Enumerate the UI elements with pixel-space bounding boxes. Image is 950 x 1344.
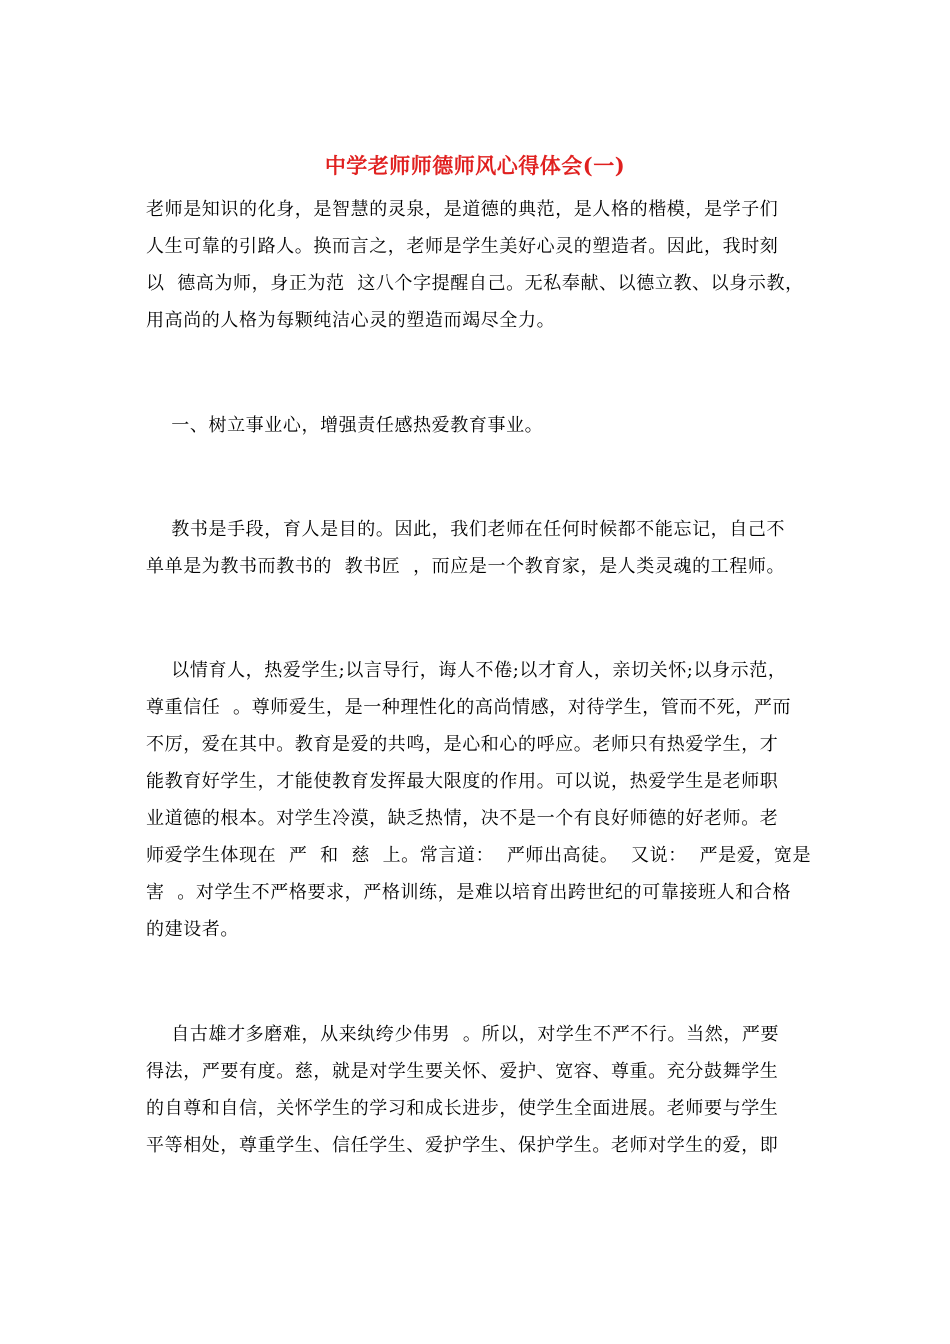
paragraph-line: 以情育人，热爱学生;以言导行，诲人不倦;以才育人，亲切关怀;以身示范， (146, 660, 787, 681)
paragraph-line: 自古雄才多磨难，从来纨绔少伟男 。所以，对学生不严不行。当然，严要 (146, 1024, 780, 1045)
paragraph-line: 不厉，爱在其中。教育是爱的共鸣，是心和心的呼应。老师只有热爱学生，才 (146, 734, 779, 755)
paragraph-line: 能教育好学生，才能使教育发挥最大限度的作用。可以说，热爱学生是老师职 (146, 771, 779, 792)
paragraph-line: 尊重信任 。尊师爱生，是一种理性化的高尚情感，对待学生，管而不死，严而 (146, 697, 792, 718)
section-heading: 一、树立事业心，增强责任感热爱教育事业。 (146, 415, 544, 436)
paragraph-line: 平等相处，尊重学生、信任学生、爱护学生、保护学生。老师对学生的爱，即 (146, 1135, 779, 1156)
paragraph-line: 用高尚的人格为每颗纯洁心灵的塑造而竭尽全力。 (146, 310, 556, 331)
paragraph-line: 得法，严要有度。慈，就是对学生要关怀、爱护、宽容、尊重。充分鼓舞学生 (146, 1061, 779, 1082)
paragraph-line: 以 德高为师，身正为范 这八个字提醒自己。无私奉献、以德立教、以身示教， (146, 273, 804, 294)
paragraph-line: 的建设者。 (146, 919, 239, 940)
paragraph-line: 老师是知识的化身，是智慧的灵泉，是道德的典范，是人格的楷模，是学子们 (146, 199, 779, 220)
document-title: 中学老师师德师风心得体会(一) (324, 153, 626, 178)
paragraph-line: 教书是手段，育人是目的。因此，我们老师在任何时候都不能忘记，自己不 (146, 519, 786, 540)
paragraph-line: 的自尊和自信，关怀学生的学习和成长进步，使学生全面进展。老师要与学生 (146, 1098, 779, 1119)
paragraph-line: 业道德的根本。对学生冷漠，缺乏热情，决不是一个有良好师德的好老师。老 (146, 808, 779, 829)
paragraph-line: 单单是为教书而教书的 教书匠 ，而应是一个教育家，是人类灵魂的工程师。 (146, 556, 786, 577)
paragraph-line: 师爱学生体现在 严 和 慈 上。常言道： 严师出高徒。 又说： 严是爱，宽是 (146, 845, 812, 866)
paragraph-line: 害 。对学生不严格要求，严格训练，是难以培育出跨世纪的可靠接班人和合格 (146, 882, 792, 903)
paragraph-line: 人生可靠的引路人。换而言之，老师是学生美好心灵的塑造者。因此，我时刻 (146, 236, 779, 257)
